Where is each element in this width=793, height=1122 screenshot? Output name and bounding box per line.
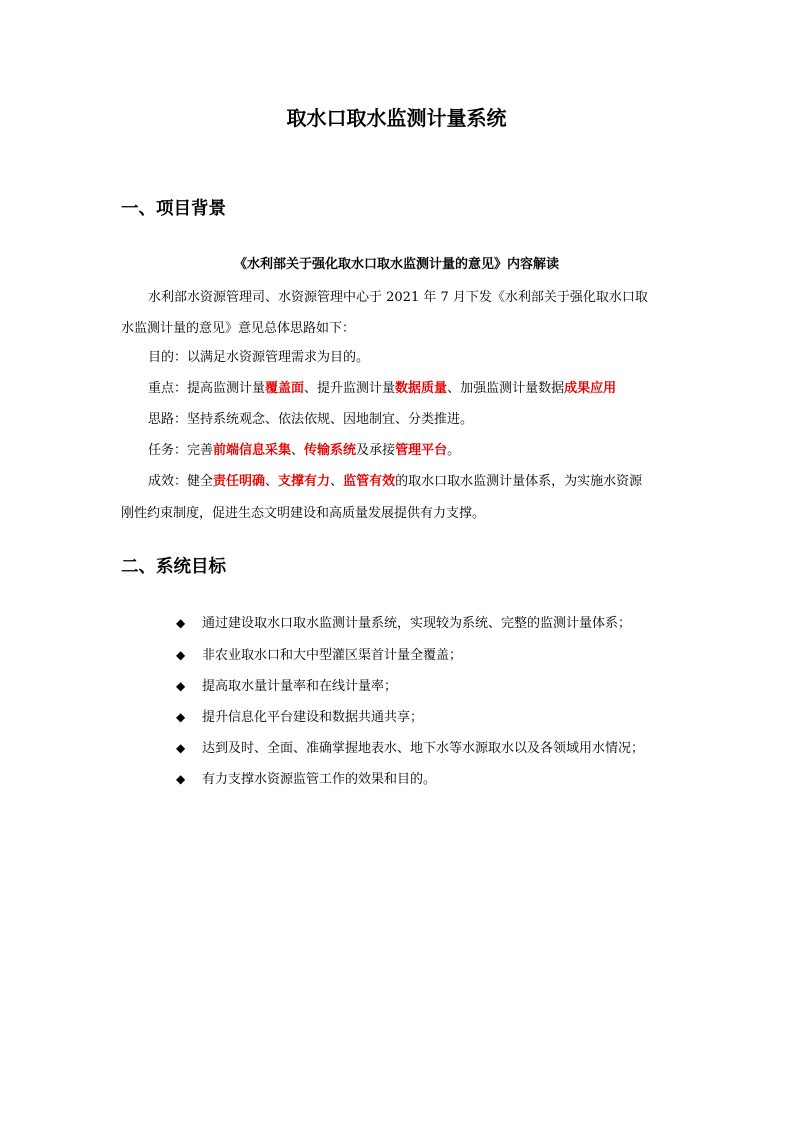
diamond-bullet-icon: ◆ — [176, 616, 186, 630]
intro-paragraph-line2: 水监测计量的意见》意见总体思路如下： — [121, 321, 356, 336]
focus-mid2: 、加强监测计量数据 — [447, 381, 565, 396]
goal-list-item: ◆ 通过建设取水口取水监测计量系统，实现较为系统、完整的监测计量体系； — [176, 616, 632, 631]
result-highlight-support: 支撑有力 — [278, 474, 331, 489]
diamond-bullet-icon: ◆ — [176, 710, 186, 724]
task-highlight-platform: 管理平台 — [395, 443, 448, 458]
diamond-bullet-icon: ◆ — [176, 772, 186, 786]
diamond-bullet-icon: ◆ — [176, 679, 186, 693]
result-paragraph-line2: 刚性约束制度，促进生态文明建设和高质量发展提供有力支撑。 — [121, 506, 486, 521]
focus-paragraph — [121, 380, 704, 398]
result-prefix: 成效：健全 — [148, 474, 214, 489]
goal-list-item: ◆ 非农业取水口和大中型灌区渠首计量全覆盖； — [176, 648, 463, 663]
result-sep2: 、 — [330, 474, 344, 489]
result-highlight-supervision: 监管有效 — [343, 474, 396, 489]
subheading-interpretation: 《水利部关于强化取水口取水监测计量的意见》内容解读 — [233, 257, 559, 272]
task-prefix: 任务：完善 — [148, 443, 214, 458]
focus-highlight-application: 成果应用 — [564, 381, 617, 396]
result-paragraph — [121, 473, 704, 491]
goal-list-item: ◆ 达到及时、全面、准确掌握地表水、地下水等水源取水以及各领域用水情况； — [176, 741, 645, 756]
result-sep1: 、 — [265, 474, 279, 489]
section-heading-background: 一、项目背景 — [121, 199, 226, 219]
task-highlight-transmission: 传输系统 — [304, 443, 357, 458]
focus-mid1: 、提升监测计量 — [304, 381, 396, 396]
task-highlight-frontend: 前端信息采集 — [213, 443, 292, 458]
goal-paragraph: 目的：以满足水资源管理需求为目的。 — [148, 350, 370, 365]
goal-list-item: ◆ 提高取水量计量率和在线计量率； — [176, 679, 398, 694]
page-title: 取水口取水监测计量系统 — [286, 106, 507, 130]
task-mid: 及承接 — [356, 443, 396, 458]
approach-paragraph: 思路：坚持系统观念、依法依规、因地制宜、分类推进。 — [148, 412, 474, 427]
focus-highlight-data-quality: 数据质量 — [395, 381, 448, 396]
goal-list-item: ◆ 提升信息化平台建设和数据共通共享； — [176, 710, 424, 725]
result-suffix: 的取水口取水监测计量体系，为实施水资源 — [395, 474, 643, 489]
section-heading-goals: 二、系统目标 — [121, 557, 226, 577]
focus-prefix: 重点：提高监测计量 — [148, 381, 266, 396]
task-sep: 、 — [291, 443, 305, 458]
diamond-bullet-icon: ◆ — [176, 741, 186, 755]
diamond-bullet-icon: ◆ — [176, 648, 186, 662]
result-highlight-clear: 责任明确 — [213, 474, 266, 489]
task-paragraph — [121, 442, 704, 460]
task-suffix: 。 — [447, 443, 461, 458]
goal-list-item: ◆ 有力支撑水资源监管工作的效果和目的。 — [176, 772, 437, 787]
intro-paragraph-line1: 水利部水资源管理司、水资源管理中心于 2021 年 7 月下发《水利部关于强化取水口取 — [148, 290, 648, 305]
focus-highlight-coverage: 覆盖面 — [265, 381, 305, 396]
